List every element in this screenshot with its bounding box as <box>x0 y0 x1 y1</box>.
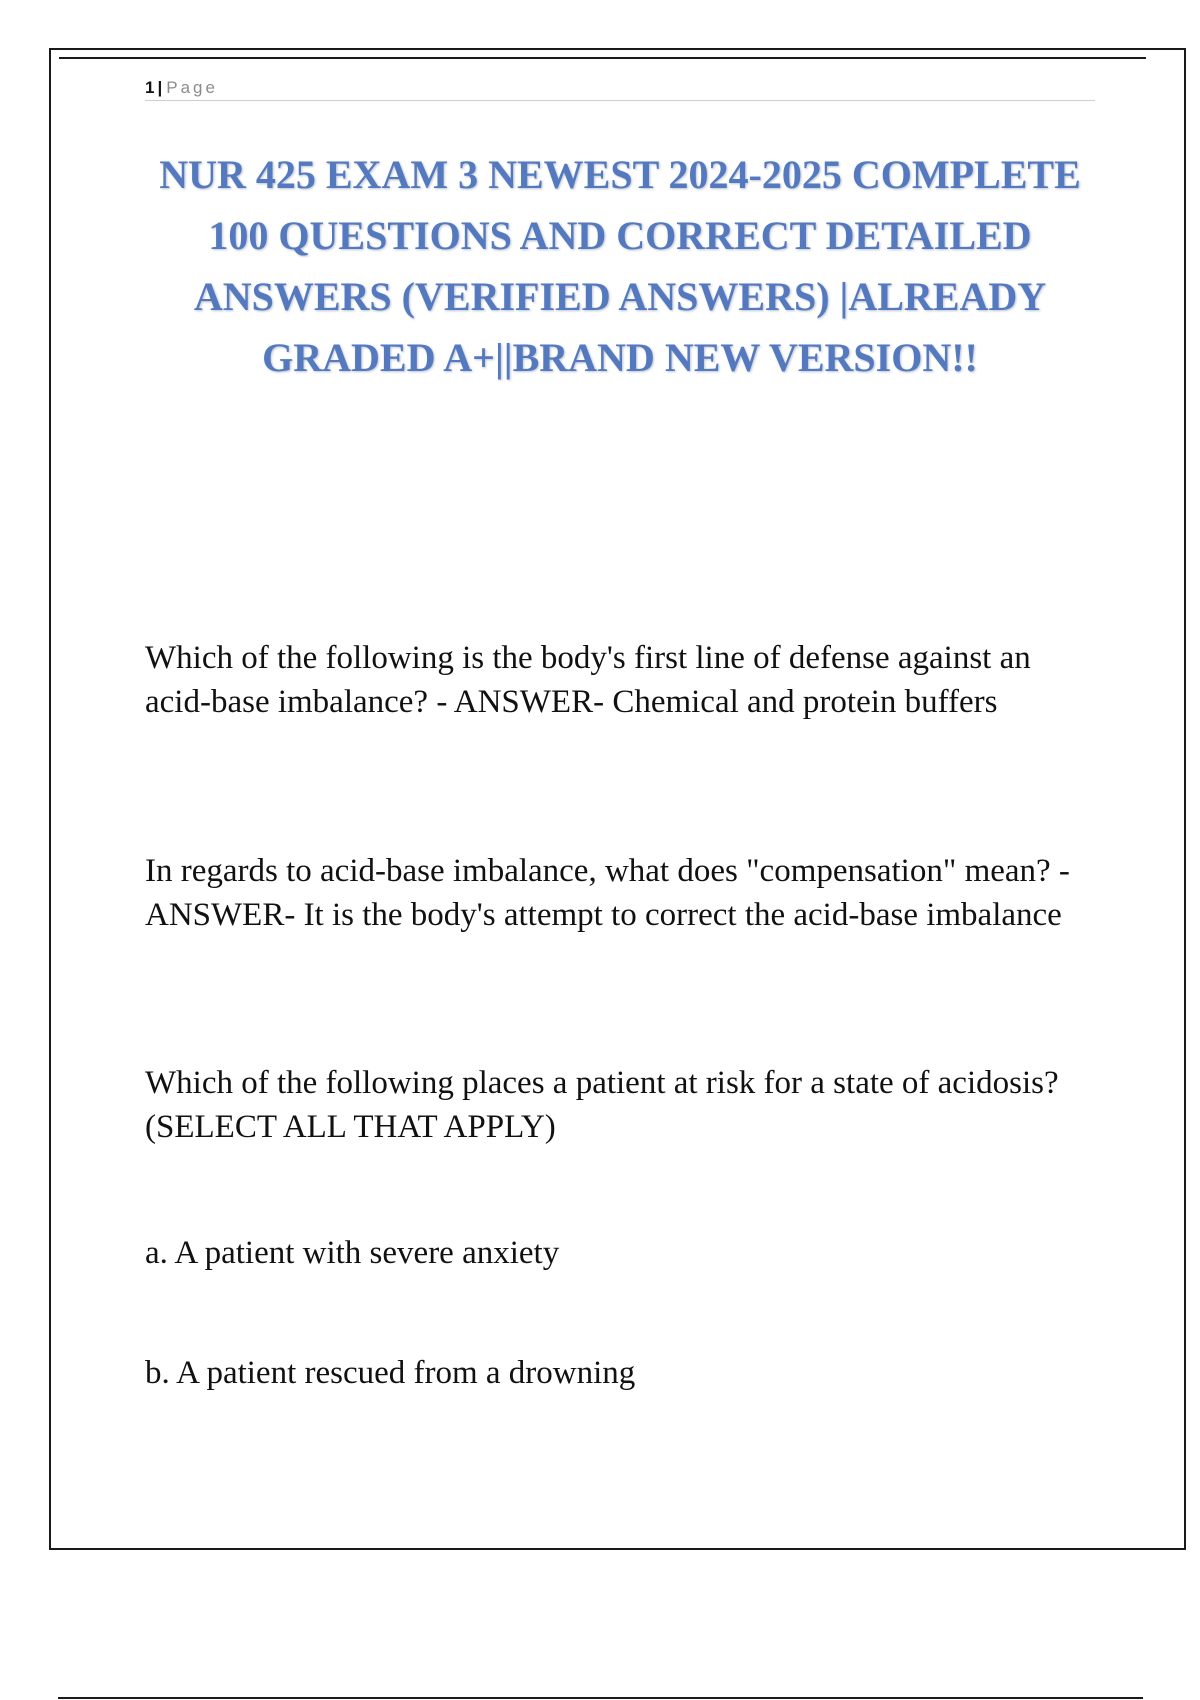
page-header <box>145 76 1095 101</box>
page-separator: | <box>157 78 163 97</box>
page-number: 1 <box>145 78 155 97</box>
question-3-option-a: a. A patient with severe anxiety <box>145 1235 560 1271</box>
page-label: Page <box>166 78 218 97</box>
question-3: Which of the following places a patient at risk for a state of acidosis? (SELECT ALL THAT APPLY) <box>145 1065 1059 1145</box>
document-title: NUR 425 EXAM 3 NEWEST 2024-2025 COMPLETE 100 QUESTIONS AND CORRECT DETAILED ANSWERS (VERIFIED ANSWERS) |ALREADY GRADED A+||BRAND NEW VERSION!! <box>159 152 1081 380</box>
question-2: In regards to acid-base imbalance, what does "compensation" mean? - ANSWER- It is the body's attempt to correct the acid-base imbalance <box>145 853 1070 933</box>
page-frame <box>49 48 1186 1550</box>
question-1: Which of the following is the body's first line of defense against an acid-base imbalance? - ANSWER- Chemical and protein buffers <box>145 640 1031 720</box>
next-page-top-rule <box>58 1697 1143 1699</box>
top-rule <box>59 57 1146 59</box>
question-3-option-b: b. A patient rescued from a drowning <box>145 1355 636 1391</box>
